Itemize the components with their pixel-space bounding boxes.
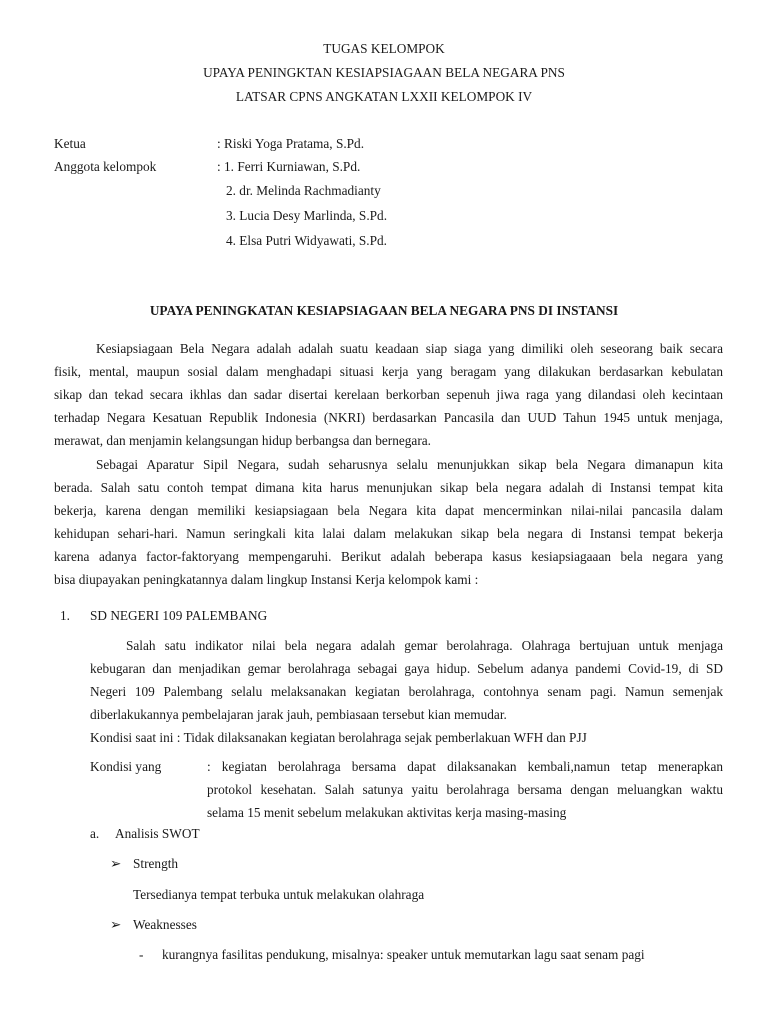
list-item-title: SD NEGERI 109 PALEMBANG (90, 608, 268, 623)
ketua-label: Ketua (54, 136, 86, 151)
paragraph-line: fisik, mental, maupun sosial dalam menghadapi situasi kerja yang beragam yang dilakukan berdasarkan kebulatan (54, 364, 723, 379)
paragraph-line: diberlakukannya pembelajaran jarak jauh, pembiasaan tersebut kian memudar. (90, 707, 507, 722)
paragraph-line: karena adanya factor-faktoryang mempengaruhi. Berikut adalah beberapa kasus kesiapsiagaaan bela negara yang (54, 549, 723, 564)
paragraph-line: kebugaran dan menjadikan gemar berolahraga sebagai gaya hidup. Sebelum adanya pandemi Covid-19, di SD (90, 661, 723, 676)
list-number: 1. (60, 608, 70, 623)
paragraph-line: Kesiapsiagaan Bela Negara adalah adalah suatu keadaan siap siaga yang dimiliki oleh seseorang baik secara (96, 341, 723, 356)
anggota-label: Anggota kelompok (54, 159, 157, 174)
paragraph-line: Negeri 109 Palembang selalu melaksanakan kegiatan berolahraga, contohnya senam pagi. Namun semenjak (90, 684, 723, 699)
kondisi-yang-text: protokol kesehatan. Salah satunya yaitu berolahraga bersama dengan meluangkan waktu (207, 782, 723, 797)
weakness-text: kurangnya fasilitas pendukung, misalnya: speaker untuk memutarkan lagu saat senam pagi (162, 947, 645, 962)
kondisi-yang-text: : kegiatan berolahraga bersama dapat dilaksanakan kembali,namun tetap menerapkan (207, 759, 723, 774)
arrow-bullet-icon: ➢ (110, 856, 122, 871)
paragraph-line: terhadap Negara Kesatuan Republik Indonesia (NKRI) berdasarkan Pancasila dan UUD Tahun 1945 untuk menjaga, (54, 410, 723, 425)
kondisi-yang-label: Kondisi yang (90, 759, 162, 774)
strength-label: Strength (133, 856, 179, 871)
anggota-item: 3. Lucia Desy Marlinda, S.Pd. (226, 208, 388, 223)
paragraph-line: bisa diupayakan peningkatannya dalam lingkup Instansi Kerja kelompok kami : (54, 572, 479, 587)
doc-subtitle: UPAYA PENINGKTAN KESIAPSIAGAAN BELA NEGARA PNS (203, 65, 565, 80)
swot-title: Analisis SWOT (115, 826, 200, 841)
paragraph-line: sikap dan tekad secara ikhlas dan sadar disertai kerelaan berkorban sepenuh jiwa raga yang dilandasi oleh kecintaan (54, 387, 723, 402)
paragraph-line: kehidupan sehari-hari. Namun seringkali kita lalai dalam melakukan sikap bela negara di Instansi tempat bekerja (54, 526, 723, 541)
paragraph-line: bekerja, karena dengan memiliki kesiapsiagaan bela Negara kita dapat mencerminkan nilai-nilai pancasila dalam (54, 503, 723, 518)
dash-bullet: - (139, 947, 144, 962)
section-title: UPAYA PENINGKATAN KESIAPSIAGAAN BELA NEGARA PNS DI INSTANSI (149, 303, 619, 318)
sublist-letter: a. (90, 826, 100, 841)
kondisi-yang-text: selama 15 menit sebelum melakukan aktivitas kerja masing-masing (207, 805, 567, 820)
anggota-item: 4. Elsa Putri Widyawati, S.Pd. (226, 233, 387, 248)
paragraph-line: Sebagai Aparatur Sipil Negara, sudah seharusnya selalu menunjukkan sikap bela Negara dimanapun kita (96, 457, 723, 472)
anggota-item: 2. dr. Melinda Rachmadianty (226, 183, 381, 198)
paragraph-line: berada. Salah satu contoh tempat dimana kita harus menunjukan sikap bela negara adalah di Instansi tempat kita (54, 480, 723, 495)
paragraph-line: Salah satu indikator nilai bela negara adalah gemar berolahraga. Olahraga bertujuan untuk menjaga (126, 638, 723, 653)
ketua-value: : Riski Yoga Pratama, S.Pd. (217, 136, 365, 151)
anggota-item: : 1. Ferri Kurniawan, S.Pd. (217, 159, 361, 174)
arrow-bullet-icon: ➢ (110, 917, 122, 932)
paragraph-line: merawat, dan menjamin kelangsungan hidup berbangsa dan bernegara. (54, 433, 431, 448)
doc-title: TUGAS KELOMPOK (323, 41, 445, 56)
doc-subtitle-2: LATSAR CPNS ANGKATAN LXXII KELOMPOK IV (235, 89, 533, 104)
strength-text: Tersedianya tempat terbuka untuk melakukan olahraga (133, 887, 425, 902)
weakness-label: Weaknesses (133, 917, 197, 932)
kondisi-saat-ini: Kondisi saat ini : Tidak dilaksanakan kegiatan berolahraga sejak pemberlakuan WFH dan PJJ (90, 730, 587, 745)
